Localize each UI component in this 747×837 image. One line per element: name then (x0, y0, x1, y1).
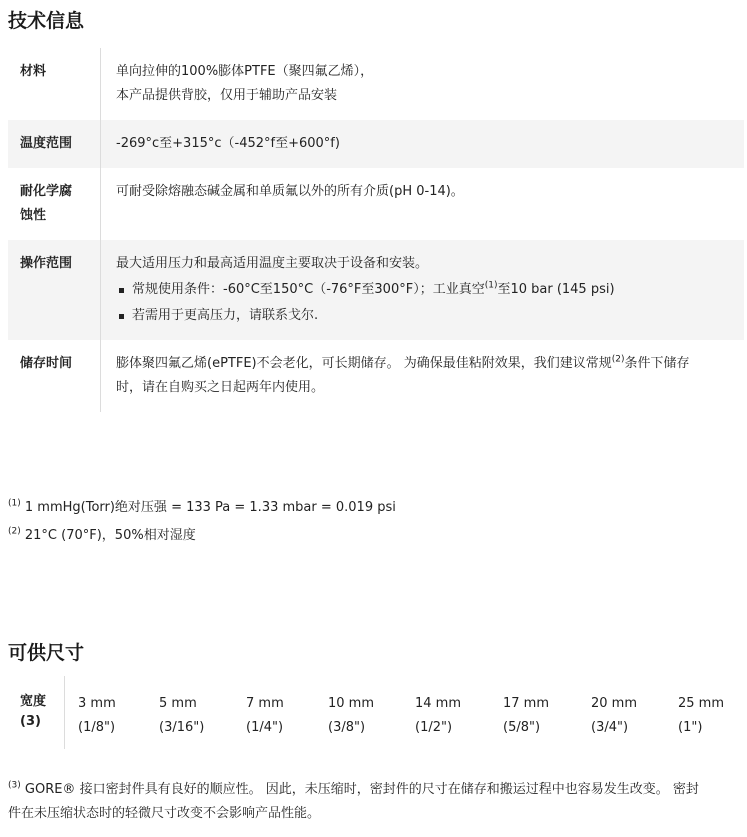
material-line-2: 本产品提供背胶，仅用于辅助产品安装 (116, 88, 338, 103)
size-inch: (3/8") (328, 720, 366, 735)
size-mm: 3 mm (78, 696, 116, 711)
row-label-storage-time: 储存时间 (8, 340, 101, 412)
footnote-1 (8, 498, 396, 518)
footnote-3 (8, 778, 742, 826)
footnote-3-text: GORE® 接口密封件具有良好的顺应性。 因此，未压缩时，密封件的尺寸在储存和搬运过程中也容易发生改变。 密封 (20, 782, 699, 797)
size-cell-14mm (415, 692, 461, 740)
bullet-1-text-end: 至10 bar (145 psi) (497, 282, 615, 297)
size-inch: (1") (678, 720, 703, 735)
size-mm: 7 mm (246, 696, 284, 711)
size-cell-20mm (591, 692, 637, 740)
row-label-material: 材料 (8, 48, 101, 120)
size-cell-10mm (328, 692, 374, 740)
size-mm: 17 mm (503, 696, 550, 711)
operating-intro: 最大适用压力和最高适用温度主要取决于设备和安装。 (116, 256, 429, 271)
size-inch: (1/4") (246, 720, 284, 735)
storage-line-1 (116, 352, 734, 376)
row-value-chemical-resistance: 可耐受除熔融态碱金属和单质氟以外的所有介质(pH 0-14)。 (116, 184, 464, 199)
section-title-technical-info: 技术信息 (8, 10, 85, 32)
size-inch: (3/4") (591, 720, 629, 735)
size-cell-7mm (246, 692, 284, 740)
row-value-operating-range (101, 240, 745, 340)
size-mm: 25 mm (678, 696, 725, 711)
list-item (116, 278, 734, 302)
width-label: 宽度 (20, 694, 47, 709)
bullet-1-text: 常规使用条件：-60°C至150°C（-76°F至300°F）；工业真空 (132, 282, 485, 297)
size-mm: 14 mm (415, 696, 462, 711)
size-mm: 10 mm (328, 696, 375, 711)
technical-info-table (8, 48, 744, 412)
table-row-operating-range (8, 240, 744, 340)
footnote-1-mark: (1) (8, 498, 21, 509)
width-label-note: (3) (20, 714, 41, 729)
section-title-available-sizes: 可供尺寸 (8, 642, 85, 664)
footnote-ref-1: (1) (484, 280, 498, 291)
footnote-3-mark: (3) (8, 780, 21, 791)
row-label-temperature: 温度范围 (8, 120, 101, 168)
chemical-label-line-1: 耐化学腐 (20, 184, 73, 199)
storage-text-b: 条件下储存 (624, 356, 690, 371)
size-cell-5mm (159, 692, 204, 740)
footnote-3-line-1 (8, 778, 742, 802)
bullet-2-text: 若需用于更高压力，请联系戈尔. (132, 308, 319, 323)
footnote-2-mark: (2) (8, 526, 21, 537)
row-value-storage-time (101, 340, 745, 412)
table-row-storage-time (8, 340, 744, 412)
table-row-chemical-resistance (8, 168, 744, 240)
storage-line-2: 时，请在自购买之日起两年内使用。 (116, 380, 325, 395)
list-item (116, 304, 734, 328)
size-cell-3mm (78, 692, 116, 740)
sizes-divider (64, 676, 65, 749)
table-row-material (8, 48, 744, 120)
sizes-table (8, 676, 744, 749)
footnote-2 (8, 526, 196, 546)
footnote-1-text: 1 mmHg(Torr)绝对压强 = 133 Pa = 1.33 mbar = 0.019 psi (20, 500, 396, 515)
size-inch: (5/8") (503, 720, 541, 735)
size-cell-25mm (678, 692, 724, 740)
operating-bullet-list (116, 278, 734, 328)
size-inch: (1/2") (415, 720, 453, 735)
footnote-3-line-2: 件在未压缩状态时的轻微尺寸改变不会影响产品性能。 (8, 806, 321, 821)
table-row-temperature (8, 120, 744, 168)
material-line-1: 单向拉伸的100%膨体PTFE（聚四氟乙烯）， (116, 64, 374, 79)
size-cell-17mm (503, 692, 549, 740)
chemical-label-line-2: 蚀性 (20, 208, 47, 223)
storage-text-a: 膨体聚四氟乙烯(ePTFE)不会老化，可长期储存。 为确保最佳粘附效果，我们建议常规 (116, 356, 612, 371)
row-label-chemical-resistance (8, 168, 101, 240)
size-inch: (1/8") (78, 720, 116, 735)
row-value-temperature: -269°c至+315°c（-452°f至+600°f) (101, 120, 745, 168)
footnote-2-text: 21°C (70°F)，50%相对湿度 (20, 528, 196, 543)
size-inch: (3/16") (159, 720, 205, 735)
size-mm: 20 mm (591, 696, 638, 711)
row-value-material (101, 48, 745, 120)
sizes-row-label (20, 692, 46, 732)
size-mm: 5 mm (159, 696, 197, 711)
footnote-ref-2: (2) (611, 354, 625, 365)
row-label-operating-range: 操作范围 (8, 240, 101, 340)
